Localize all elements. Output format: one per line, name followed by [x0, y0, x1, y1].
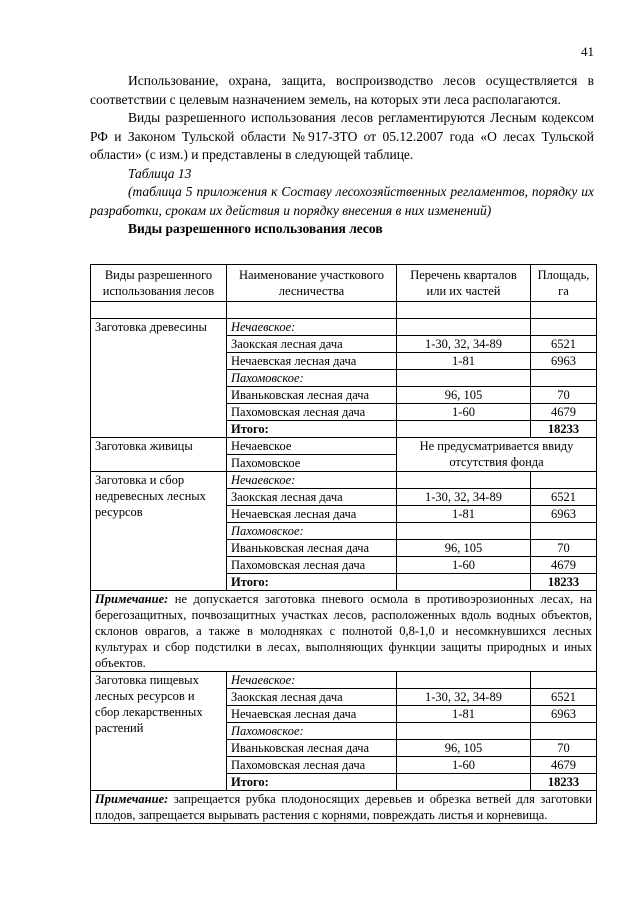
table-row	[91, 319, 597, 336]
table-row	[91, 472, 597, 489]
quarters: 1-81	[397, 706, 531, 723]
table-row	[91, 672, 597, 689]
forest-dacha: Иваньковская лесная дача	[227, 740, 397, 757]
area: 6963	[531, 506, 597, 523]
forest-dacha: Иваньковская лесная дача	[227, 387, 397, 404]
forest-dacha: Нечаевская лесная дача	[227, 706, 397, 723]
area: 4679	[531, 404, 597, 421]
forest-dacha: Заокская лесная дача	[227, 336, 397, 353]
note-label: Примечание:	[95, 592, 169, 606]
quarters: 1-60	[397, 557, 531, 574]
quarters: 1-60	[397, 757, 531, 774]
spacer-row	[91, 302, 597, 319]
forest-dacha: Пахомовская лесная дача	[227, 404, 397, 421]
area: 70	[531, 540, 597, 557]
area: 4679	[531, 557, 597, 574]
no-fund-note: Не предусматривается ввиду отсутствия фонда	[397, 438, 597, 472]
total-area: 18233	[531, 574, 597, 591]
quarters: 1-30, 32, 34-89	[397, 489, 531, 506]
quarters: 96, 105	[397, 540, 531, 557]
group-cell: Заготовка пищевых лесных ресурсов и сбор лекарственных растений	[91, 672, 227, 791]
group-cell: Заготовка древесины	[91, 319, 227, 438]
note-text: запрещается рубка плодоносящих деревьев и обрезка ветвей для заготовки плодов, запрещается вырывать растения с корнями, повреждать листья и корневища.	[95, 792, 593, 822]
note-row	[91, 591, 597, 672]
quarters: 1-30, 32, 34-89	[397, 336, 531, 353]
forest-dacha: Заокская лесная дача	[227, 489, 397, 506]
paragraph: Виды разрешенного использования лесов регламентируются Лесным кодексом РФ и Законом Тульской области №917-ЗТО от 05.12.2007 года «О лесах Тульской области» (с изм.) и представлены в следующей таблице.	[90, 110, 594, 162]
note-label: Примечание:	[95, 792, 169, 806]
forest-dacha: Заокская лесная дача	[227, 689, 397, 706]
forestry-name: Пахомовское:	[227, 523, 397, 540]
group-cell: Заготовка и сбор недревесных лесных ресурсов	[91, 472, 227, 591]
quarters: 1-81	[397, 353, 531, 370]
area: 6521	[531, 336, 597, 353]
header-cell: Площадь, га	[531, 265, 597, 302]
total-label: Итого:	[227, 421, 397, 438]
forest-dacha: Нечаевская лесная дача	[227, 353, 397, 370]
header-cell: Виды разрешенного использования лесов	[91, 265, 227, 302]
area: 6521	[531, 489, 597, 506]
area: 6521	[531, 689, 597, 706]
forestry-name: Нечаевское:	[227, 319, 397, 336]
forestry-name: Пахомовское	[227, 455, 397, 472]
note-cell	[91, 591, 597, 672]
usage-table	[90, 264, 597, 824]
total-area: 18233	[531, 774, 597, 791]
page-number: 41	[581, 44, 594, 59]
area: 70	[531, 740, 597, 757]
total-label: Итого:	[227, 774, 397, 791]
forest-dacha: Нечаевская лесная дача	[227, 506, 397, 523]
table-source-note: (таблица 5 приложения к Составу лесохозяйственных регламентов, порядку их разработки, срокам их действия и порядку внесения в них изменений)	[90, 184, 594, 218]
quarters: 1-81	[397, 506, 531, 523]
table-title: Виды разрешенного использования лесов	[128, 221, 383, 236]
note-row	[91, 791, 597, 824]
forest-dacha: Пахомовская лесная дача	[227, 757, 397, 774]
quarters: 96, 105	[397, 387, 531, 404]
quarters: 1-30, 32, 34-89	[397, 689, 531, 706]
paragraph: Использование, охрана, защита, воспроизводство лесов осуществляется в соответствии с целевым назначением земель, на которых эти леса располагаются.	[90, 73, 594, 107]
note-text: не допускается заготовка пневого осмола в противоэрозионных лесах, на берегозащитных, почвозащитных участках лесов, расположенных вдоль водных объектов, склонов оврагов, а также в молодняках с полнотой 0,8-1,0 и несомкнувшихся лесных культурах и сбор подстилки в лесах, выполняющих функции защиты природных и иных объектов.	[95, 592, 592, 670]
header-cell: Наименование участкового лесничества	[227, 265, 397, 302]
forest-dacha: Пахомовская лесная дача	[227, 557, 397, 574]
forestry-name: Нечаевское:	[227, 672, 397, 689]
table-caption: Таблица 13	[128, 165, 192, 181]
area: 6963	[531, 353, 597, 370]
area: 70	[531, 387, 597, 404]
forestry-name: Нечаевское:	[227, 472, 397, 489]
note-cell	[91, 791, 597, 824]
body-text	[90, 72, 594, 239]
header-cell: Перечень кварталов или их частей	[397, 265, 531, 302]
forestry-name: Пахомовское:	[227, 370, 397, 387]
area: 6963	[531, 706, 597, 723]
quarters: 1-60	[397, 404, 531, 421]
forest-dacha: Иваньковская лесная дача	[227, 540, 397, 557]
forestry-name: Пахомовское:	[227, 723, 397, 740]
group-cell: Заготовка живицы	[91, 438, 227, 472]
area: 4679	[531, 757, 597, 774]
quarters: 96, 105	[397, 740, 531, 757]
table-header-row	[91, 265, 597, 302]
table-row	[91, 438, 597, 455]
forestry-name: Нечаевское	[227, 438, 397, 455]
total-area: 18233	[531, 421, 597, 438]
total-label: Итого:	[227, 574, 397, 591]
